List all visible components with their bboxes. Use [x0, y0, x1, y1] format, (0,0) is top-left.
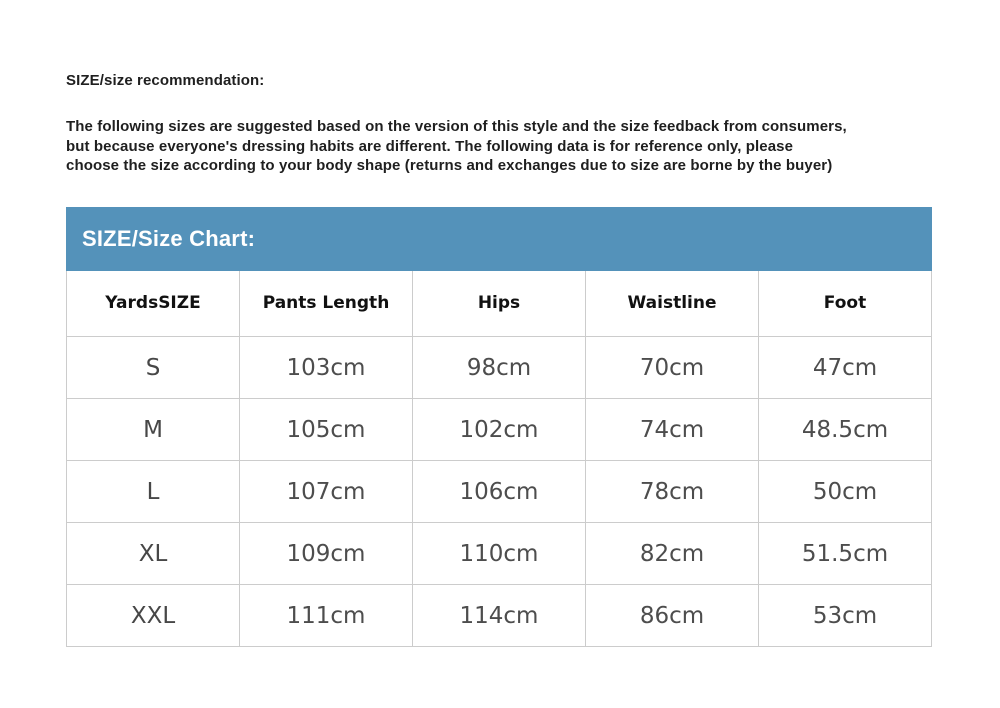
foot-value: 48.5cm	[759, 399, 932, 461]
note-line: The following sizes are suggested based on the version of this style and the size feedback from consumers,	[66, 118, 847, 135]
size-recommendation-note	[66, 117, 934, 176]
column-header-foot: Foot	[759, 271, 932, 337]
table-row-l	[67, 461, 932, 523]
column-header-waistline: Waistline	[586, 271, 759, 337]
foot-value: 47cm	[759, 337, 932, 399]
hips-value: 102cm	[413, 399, 586, 461]
table-header-row	[67, 271, 932, 337]
waistline-value: 82cm	[586, 523, 759, 585]
size-chart-title: SIZE/Size Chart:	[82, 225, 256, 251]
waistline-value: 70cm	[586, 337, 759, 399]
table-row-xxl	[67, 585, 932, 647]
note-line: but because everyone's dressing habits are different. The following data is for reference only, please	[66, 137, 794, 155]
size-label: XL	[67, 523, 240, 585]
column-header-pants-length: Pants Length	[240, 271, 413, 337]
table-row-s	[67, 337, 932, 399]
foot-value: 51.5cm	[759, 523, 932, 585]
pants-length-value: 111cm	[240, 585, 413, 647]
waistline-value: 78cm	[586, 461, 759, 523]
hips-value: 114cm	[413, 585, 586, 647]
pants-length-value: 109cm	[240, 523, 413, 585]
column-header-yards-size: YardsSIZE	[67, 271, 240, 337]
pants-length-value: 107cm	[240, 461, 413, 523]
table-row-xl	[67, 523, 932, 585]
hips-value: 110cm	[413, 523, 586, 585]
pants-length-value: 103cm	[240, 337, 413, 399]
size-label: S	[67, 337, 240, 399]
size-chart-title-bar	[66, 207, 932, 271]
waistline-value: 74cm	[586, 399, 759, 461]
hips-value: 98cm	[413, 337, 586, 399]
size-label: XXL	[67, 585, 240, 647]
hips-value: 106cm	[413, 461, 586, 523]
column-header-hips: Hips	[413, 271, 586, 337]
waistline-value: 86cm	[586, 585, 759, 647]
size-label: L	[67, 461, 240, 523]
note-line: choose the size according to your body shape (returns and exchanges due to size are borne by the buyer)	[66, 157, 833, 174]
table-row-m	[67, 399, 932, 461]
size-recommendation-heading: SIZE/size recommendation:	[66, 72, 265, 89]
pants-length-value: 105cm	[240, 399, 413, 461]
foot-value: 50cm	[759, 461, 932, 523]
foot-value: 53cm	[759, 585, 932, 647]
size-chart-table	[66, 271, 932, 648]
size-label: M	[67, 399, 240, 461]
